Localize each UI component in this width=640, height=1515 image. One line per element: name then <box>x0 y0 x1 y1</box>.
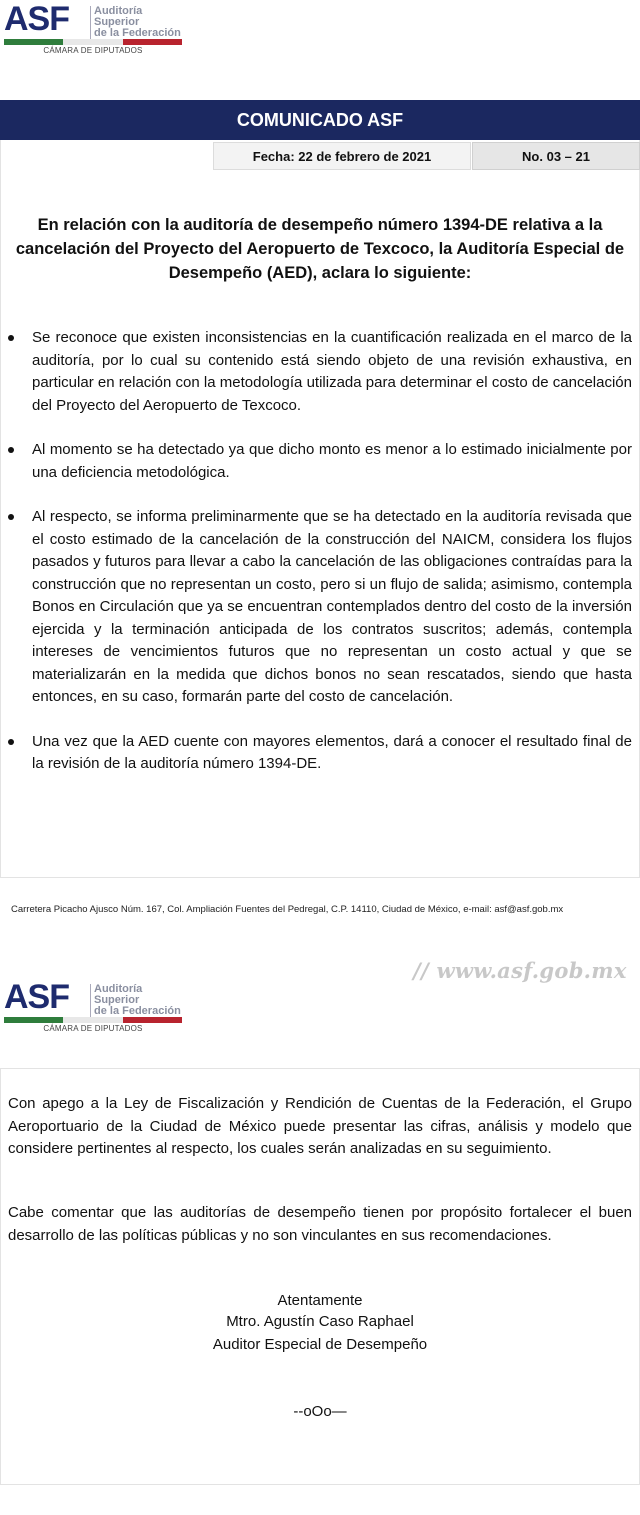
footer-address: Carretera Picacho Ajusco Núm. 167, Col. Ampliación Fuentes del Pedregal, C.P. 14110, Ciudad de México, e-mail: asf@asf.gob.mx <box>11 904 564 915</box>
logo-subtitle-line-3: de la Federación <box>94 1005 181 1017</box>
logo-acronym: ASF <box>4 0 69 38</box>
logo-acronym: ASF <box>4 978 69 1016</box>
logo-subtitle-line-1: Auditoría <box>94 5 143 17</box>
bullet-item <box>8 439 632 484</box>
bullet-item <box>8 731 632 776</box>
logo-subtitle-line-2: Superior <box>94 994 140 1006</box>
logo-subtitle-line-1: Auditoría <box>94 983 143 995</box>
asf-logo-page-2 <box>4 978 186 1038</box>
paragraph-ley: Con apego a la Ley de Fiscalización y Rendición de Cuentas de la Federación, el Grupo Aeroportuario de la Ciudad de México puede presentar las cifras, análisis y modelo que considere pertinentes al respecto, los cuales serán analizadas en su seguimiento. <box>8 1095 632 1157</box>
bullet-list <box>8 327 632 776</box>
logo-subtitle-line-3: de la Federación <box>94 27 181 39</box>
bullet-icon <box>8 335 14 341</box>
flag-bar <box>4 1017 182 1023</box>
communique-banner: COMUNICADO ASF <box>0 100 640 140</box>
bullet-icon <box>8 514 14 520</box>
date-cell: Fecha: 22 de febrero de 2021 <box>213 142 471 170</box>
logo-subtitle-line-2: Superior <box>94 16 140 28</box>
end-mark: --oOo— <box>293 1403 347 1420</box>
bullet-text: Al momento se ha detectado ya que dicho monto es menor a lo estimado inicialmente por una deficiencia metodológica. <box>32 441 632 481</box>
number-cell: No. 03 – 21 <box>472 142 640 170</box>
signer-role: Auditor Especial de Desempeño <box>212 1336 428 1353</box>
bullet-text: Se reconoce que existen inconsistencias en la cuantificación realizada en el marco de la auditoría, por lo cual su contenido está siendo objeto de una revisión exhaustiva, en particular en relación con la metodología utilizada para determinar el costo de cancelación del Proyecto del Aeropuerto de Texcoco. <box>32 329 632 414</box>
logo-subtitle <box>90 984 181 1017</box>
logo-chamber: CÁMARA DE DIPUTADOS <box>43 1024 143 1033</box>
lead-statement: En relación con la auditoría de desempeño número 1394-DE relativa a la cancelación del Proyecto del Aeropuerto de Texcoco, la Auditoría Especial de Desempeño (AED), aclara lo siguiente: <box>15 216 625 282</box>
bullet-item <box>8 506 632 709</box>
bullet-icon <box>8 739 14 745</box>
paragraph-comentar: Cabe comentar que las auditorías de desempeño tienen por propósito fortalecer el buen desarrollo de las políticas públicas y no son vinculantes en sus recomendaciones. <box>8 1204 632 1244</box>
bullet-item <box>8 327 632 417</box>
logo-chamber: CÁMARA DE DIPUTADOS <box>43 46 143 55</box>
closing: Atentamente <box>277 1292 363 1309</box>
flag-bar <box>4 39 182 45</box>
logo-subtitle <box>90 6 181 39</box>
bullet-text: Al respecto, se informa preliminarmente que se ha detectado en la auditoría revisada que el costo estimado de la cancelación de la construcción del NAICM, considera los flujos pasados y futuros para llevar a cabo la cancelación de las obligaciones contraídas para la construcción que no representan un costo, pero si un flujo de salida; asimismo, contempla Bonos en Circulación que ya se encuentran contemplados dentro del costo de la inversión ejercida y la terminación anticipada de los contratos suscritos; además, contempla intereses de vencimientos futuros que no representan un costo actual y que se materializarán en la medida que dichos bonos no sean rescatados, siendo que hasta entonces, en su caso, formarán parte del costo de cancelación. <box>32 508 632 705</box>
website-watermark: // www.asf.gob.mx <box>413 958 627 983</box>
asf-logo <box>4 0 186 60</box>
bullet-icon <box>8 447 14 453</box>
bullet-text: Una vez que la AED cuente con mayores elementos, dará a conocer el resultado final de la revisión de la auditoría número 1394-DE. <box>32 732 632 772</box>
signer-name: Mtro. Agustín Caso Raphael <box>226 1313 414 1330</box>
